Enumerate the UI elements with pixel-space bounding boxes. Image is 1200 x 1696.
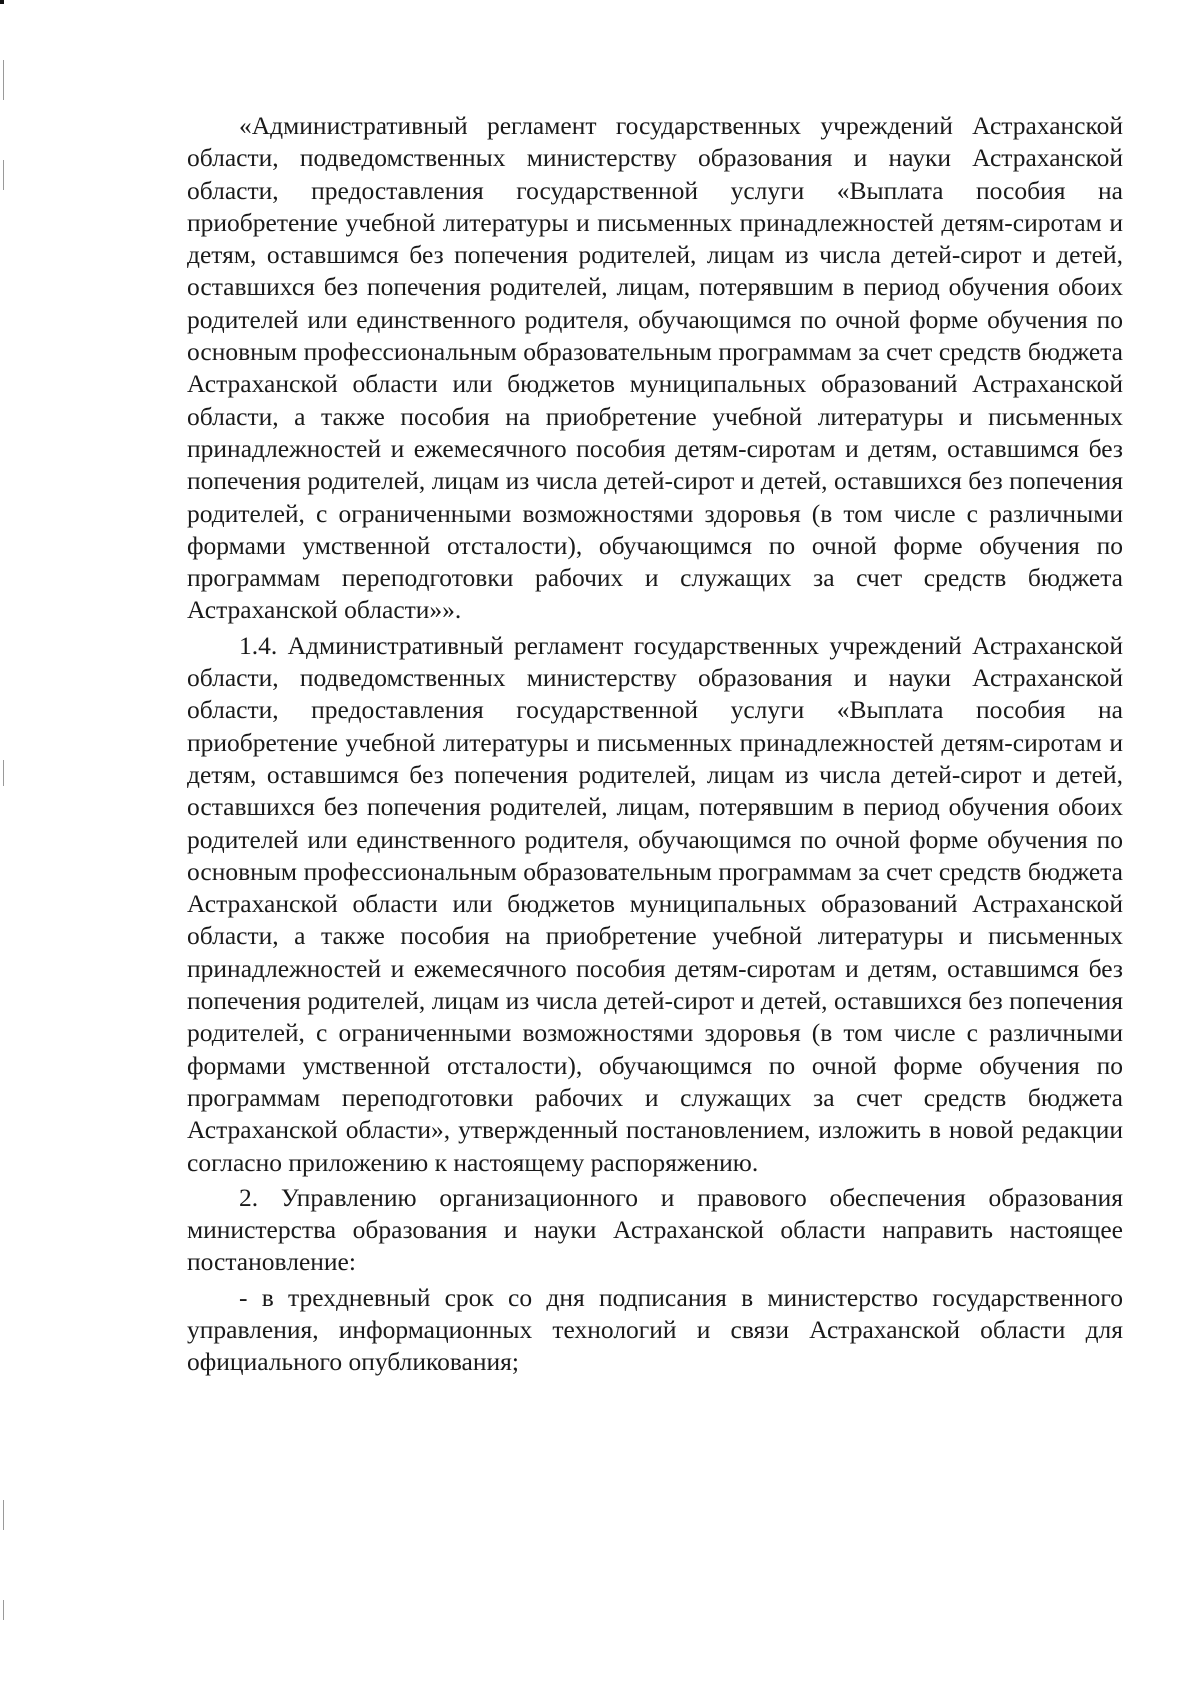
paragraph-regulation-title-quote: «Административный регламент государственных учреждений Астраханской области, подведомственных министерству образования и науки Астраханской области, предоставления государственной услуги «Выплата пособия на приобретение учебной литературы и письменных принадлежностей детям-сиротам и детям, оставшимся без попечения родителей, лицам из числа детей-сирот и детей, оставшихся без попечения родителей, лицам, потерявшим в период обучения обоих родителей или единственного родителя, обучающимся по очной форме обучения по основным профессиональным образовательным программам за счет средств бюджета Астраханской области или бюджетов муниципальных образований Астраханской области, а также пособия на приобретение учебной литературы и письменных принадлежностей и ежемесячного пособия детям-сиротам и детям, оставшимся без попечения родителей, лицам из числа детей-сирот и детей, оставшихся без попечения родителей, с ограниченными возможностями здоровья (в том числе с различными формами умственной отсталости), обучающимся по очной форме обучения по программам переподготовки рабочих и служащих за счет средств бюджета Астраханской области»».: [187, 111, 1123, 625]
scan-edge-mark: [3, 760, 4, 786]
paragraph-bullet-publication: - в трехдневный срок со дня подписания в министерство государственного управления, информационных технологий и связи Астраханской области для официального опубликования;: [187, 1282, 1123, 1377]
scan-corner-mark: [0, 0, 4, 4]
paragraph-item-2: 2. Управлению организационного и правового обеспечения образования министерства образования и науки Астраханской области направить настоящее постановление:: [187, 1182, 1123, 1277]
scan-edge-mark: [3, 1500, 4, 1530]
scan-edge-mark: [3, 1600, 4, 1620]
paragraph-item-1-4: 1.4. Административный регламент государственных учреждений Астраханской области, подведомственных министерству образования и науки Астраханской области, предоставления государственной услуги «Выплата пособия на приобретение учебной литературы и письменных принадлежностей детям-сиротам и детям, оставшимся без попечения родителей, лицам из числа детей-сирот и детей, оставшихся без попечения родителей, лицам, потерявшим в период обучения обоих родителей или единственного родителя, обучающимся по очной форме обучения по основным профессиональным образовательным программам за счет средств бюджета Астраханской области или бюджетов муниципальных образований Астраханской области, а также пособия на приобретение учебной литературы и письменных принадлежностей и ежемесячного пособия детям-сиротам и детям, оставшимся без попечения родителей, лицам из числа детей-сирот и детей, оставшихся без попечения родителей, с ограниченными возможностями здоровья (в том числе с различными формами умственной отсталости), обучающимся по очной форме обучения по программам переподготовки рабочих и служащих за счет средств бюджета Астраханской области», утвержденный постановлением, изложить в новой редакции согласно приложению к настоящему распоряжению.: [187, 630, 1123, 1177]
scan-edge-mark: [3, 60, 4, 100]
document-body: [187, 110, 1123, 1382]
scan-edge-mark: [3, 160, 4, 190]
